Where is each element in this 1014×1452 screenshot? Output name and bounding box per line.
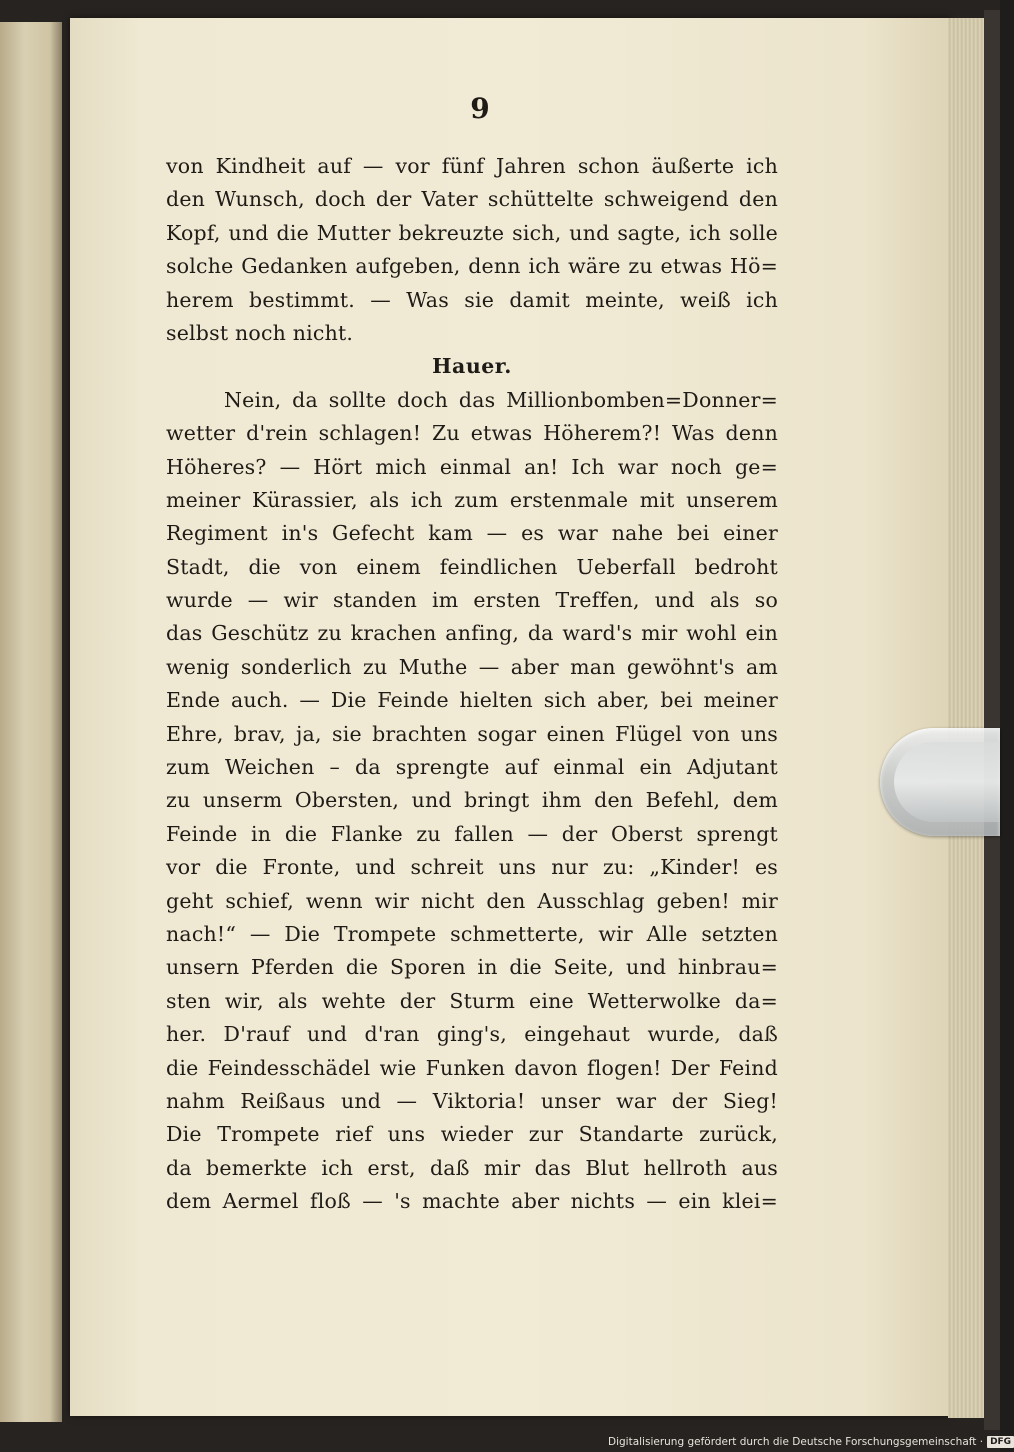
digitization-credit <box>608 1433 1012 1451</box>
speech-line: wetter d'rein schlagen! Zu etwas Höherem?! Was denn <box>166 421 778 446</box>
speech-line: Nein, da sollte doch das Millionbomben=Donner= <box>224 387 778 412</box>
speech-line: die Feindesschädel wie Funken davon flogen! Der Feind <box>166 1055 778 1080</box>
speech-line: da bemerkte ich erst, daß mir das Blut hellroth aus <box>166 1155 778 1180</box>
speech-line: nahm Reißaus und — Viktoria! unser war der Sieg! <box>166 1088 778 1113</box>
right-page-edges <box>948 18 984 1418</box>
page-clip-highlight <box>894 742 1000 822</box>
speech-line: unsern Pferden die Sporen in die Seite, und hinbrau= <box>166 955 778 980</box>
speech-line: wenig sonderlich zu Muthe — aber man gewöhnt's am <box>166 654 778 679</box>
page-text <box>166 150 778 1219</box>
left-page-edge <box>0 22 62 1422</box>
speech-line: Feinde in die Flanke zu fallen — der Oberst sprengt <box>166 821 778 846</box>
speech-line: meiner Kürassier, als ich zum erstenmale mit unserem <box>166 487 778 512</box>
speech-line: Ehre, brav, ja, sie brachten sogar einen Flügel von uns <box>166 721 778 746</box>
speech-line: Stadt, die von einem feindlichen Ueberfall bedroht <box>166 554 778 579</box>
speech-line: zu unserm Obersten, und bringt ihm den Befehl, dem <box>166 788 778 813</box>
speech-line: das Geschütz zu krachen anfing, da ward's mir wohl ein <box>166 621 778 646</box>
text-line: von Kindheit auf — vor fünf Jahren schon äußerte ich <box>166 154 778 178</box>
speech-line: Die Trompete rief uns wieder zur Standarte zurück, <box>166 1122 778 1147</box>
text-line: den Wunsch, doch der Vater schüttelte schweigend den <box>166 187 778 212</box>
speech-line: Regiment in's Gefecht kam — es war nahe bei einer <box>166 521 778 546</box>
book-cover-edge <box>984 10 1000 1430</box>
speech-line: zum Weichen – da sprengte auf einmal ein Adjutant <box>166 755 778 780</box>
speech-line: vor die Fronte, und schreit uns nur zu: „Kinder! es <box>166 855 778 880</box>
page-number: 9 <box>470 92 490 125</box>
speech-line: geht schief, wenn wir nicht den Ausschlag geben! mir <box>166 888 778 913</box>
speech-line: Ende auch. — Die Feinde hielten sich aber, bei meiner <box>166 688 778 713</box>
speech-line: nach!“ — Die Trompete schmetterte, wir Alle setzten <box>166 921 778 946</box>
text-line: selbst noch nicht. <box>166 320 354 345</box>
dfg-logo-icon: DFG <box>987 1436 1014 1448</box>
speech-line: Höheres? — Hört mich einmal an! Ich war noch ge= <box>166 454 778 479</box>
speech-line: her. D'rauf und d'ran ging's, eingehaut wurde, daß <box>166 1022 778 1047</box>
speech-line: wurde — wir standen im ersten Treffen, und als so <box>166 588 778 613</box>
speaker-name: Hauer. <box>432 354 512 379</box>
text-line: solche Gedanken aufgeben, denn ich wäre zu etwas Hö= <box>166 254 778 279</box>
speech-line: sten wir, als wehte der Sturm eine Wetterwolke da= <box>166 988 778 1013</box>
credit-text: Digitalisierung gefördert durch die Deutsche Forschungsgemeinschaft · <box>608 1436 984 1448</box>
text-line: herem bestimmt. — Was sie damit meinte, weiß ich <box>166 287 778 312</box>
speech-line: dem Aermel floß — 's machte aber nichts — ein klei= <box>166 1189 778 1214</box>
text-line: Kopf, und die Mutter bekreuzte sich, und sagte, ich solle <box>166 220 778 245</box>
